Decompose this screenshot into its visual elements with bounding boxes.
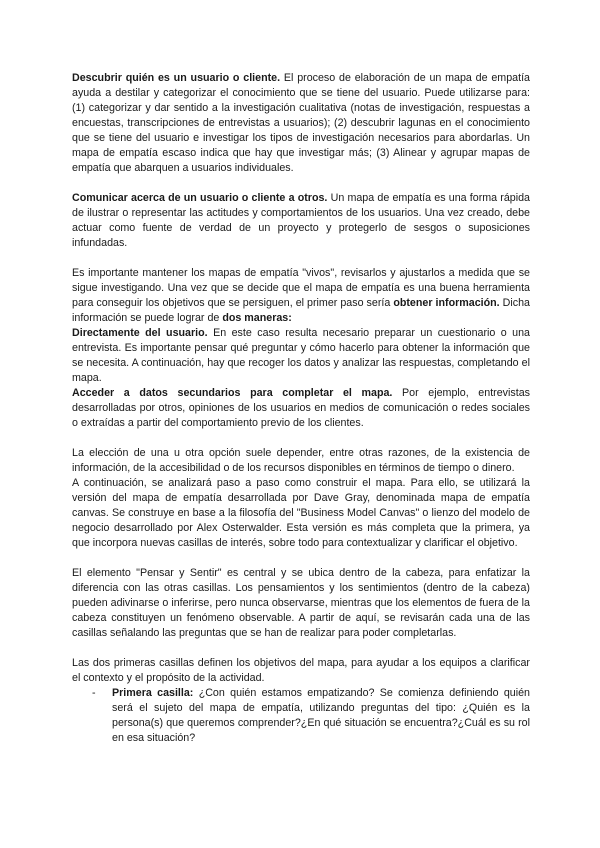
paragraph-text: La elección de una u otra opción suele depender, entre otras razones, de la existencia de información, de la accesibilidad o de los recursos disponibles en términos de tiempo o dinero. bbox=[72, 447, 530, 474]
paragraph-choice bbox=[72, 446, 530, 476]
paragraph-think-and-feel bbox=[72, 566, 530, 641]
paragraph-text: Un mapa de empatía es una forma rápida de ilustrar o representar las actitudes y comportamientos de los usuarios. Una vez creado, debe actuar como fuente de verdad de un proyecto y protegerlo de sesgos o suposiciones infundadas. bbox=[72, 192, 530, 249]
paragraph-heading: Comunicar acerca de un usuario o cliente a otros. bbox=[72, 192, 328, 204]
paragraph-text: En este caso resulta necesario preparar un cuestionario o una entrevista. Es importante pensar qué preguntar y cómo hacerlo para obtener la información que se necesita. A continuación, hay que recoger los datos y analizar las respuestas, completando el mapa. bbox=[72, 327, 530, 384]
list-item-text: ¿Con quién estamos empatizando? Se comienza definiendo quién será el sujeto del mapa de empatía, utilizando preguntas del tipo: ¿Quién es la persona(s) que queremos comprender?¿En qué situación se encuentra?¿Cuál es su rol en esa situación? bbox=[112, 687, 530, 744]
paragraph-first-boxes bbox=[72, 656, 530, 686]
paragraph-directly-from-user bbox=[72, 326, 530, 386]
paragraph-secondary-data bbox=[72, 386, 530, 431]
paragraph-text: A continuación, se analizará paso a paso como construir el mapa. Para ello, se utilizará la versión del mapa de empatía desarrollada por Dave Gray, denominada mapa de empatía canvas. Se construye en base a la filosofía del "Business Model Canvas" o lienzo del modelo de negocio desarrollado por Alex Osterwalder. Esta versión es más completa que la primera, ya que incorpora nuevas casillas de interés, sobre todo para contextualizar y clarificar el objetivo. bbox=[72, 477, 530, 549]
paragraph-step-by-step bbox=[72, 476, 530, 551]
paragraph-text: El proceso de elaboración de un mapa de empatía ayuda a destilar y categorizar el conocimiento que se tiene del usuario. Puede utilizarse para: (1) categorizar y dar sentido a la investigación cualitativa (notas de investigación, respuestas a encuestas, transcripciones de entrevistas a usuarios); (2) descubrir lagunas en el conocimiento que se tiene del usuario e investigar los tipos de investigación necesarios para abordarlas. Un mapa de empatía escaso indica que hay que investigar más; (3) Alinear y agrupar mapas de empatía que abarquen a usuarios individuales. bbox=[72, 72, 530, 174]
list-item bbox=[92, 686, 530, 746]
paragraph-text: Por ejemplo, entrevistas desarrolladas por otros, opiniones de los usuarios en medios de comunicación o redes sociales o extraídas a partir del comportamiento previo de los clientes. bbox=[72, 387, 530, 429]
paragraph-heading: Acceder a datos secundarios para completar el mapa. bbox=[72, 387, 393, 399]
paragraph-discover-user bbox=[72, 71, 530, 176]
emphasis-obtain-info: obtener información. bbox=[393, 297, 500, 309]
dash-marker: - bbox=[92, 687, 96, 699]
paragraph-text: El elemento "Pensar y Sentir" es central y se ubica dentro de la cabeza, para enfatizar la diferencia con las otras casillas. Los pensamientos y los sentimientos (dentro de la cabeza) pueden adivinarse o inferirse, pero nunca observarse, mientras que los elementos de fuera de la cabeza constituyen un fenómeno observable. A partir de aquí, se revisarán cada una de las casillas señalando las preguntas que se han de realizar para poder completarlas. bbox=[72, 567, 530, 639]
paragraph-heading: Directamente del usuario. bbox=[72, 327, 208, 339]
emphasis-two-ways: dos maneras: bbox=[222, 312, 292, 324]
paragraph-keep-maps-alive bbox=[72, 266, 530, 326]
bullet-list bbox=[72, 686, 530, 746]
paragraph-text: Dicha información se puede lograr de bbox=[72, 297, 530, 324]
paragraph-heading: Descubrir quién es un usuario o cliente. bbox=[72, 72, 281, 84]
paragraph-text: Es importante mantener los mapas de empatía "vivos", revisarlos y ajustarlos a medida que se sigue investigando. Una vez que se decide que el mapa de empatía es una buena herramienta para conseguir los objetivos que se persiguen, el primer paso sería bbox=[72, 267, 530, 309]
list-item-heading: Primera casilla: bbox=[112, 687, 194, 699]
paragraph-text: Las dos primeras casillas definen los objetivos del mapa, para ayudar a los equipos a clarificar el contexto y el propósito de la actividad. bbox=[72, 657, 530, 684]
paragraph-communicate-user bbox=[72, 191, 530, 251]
